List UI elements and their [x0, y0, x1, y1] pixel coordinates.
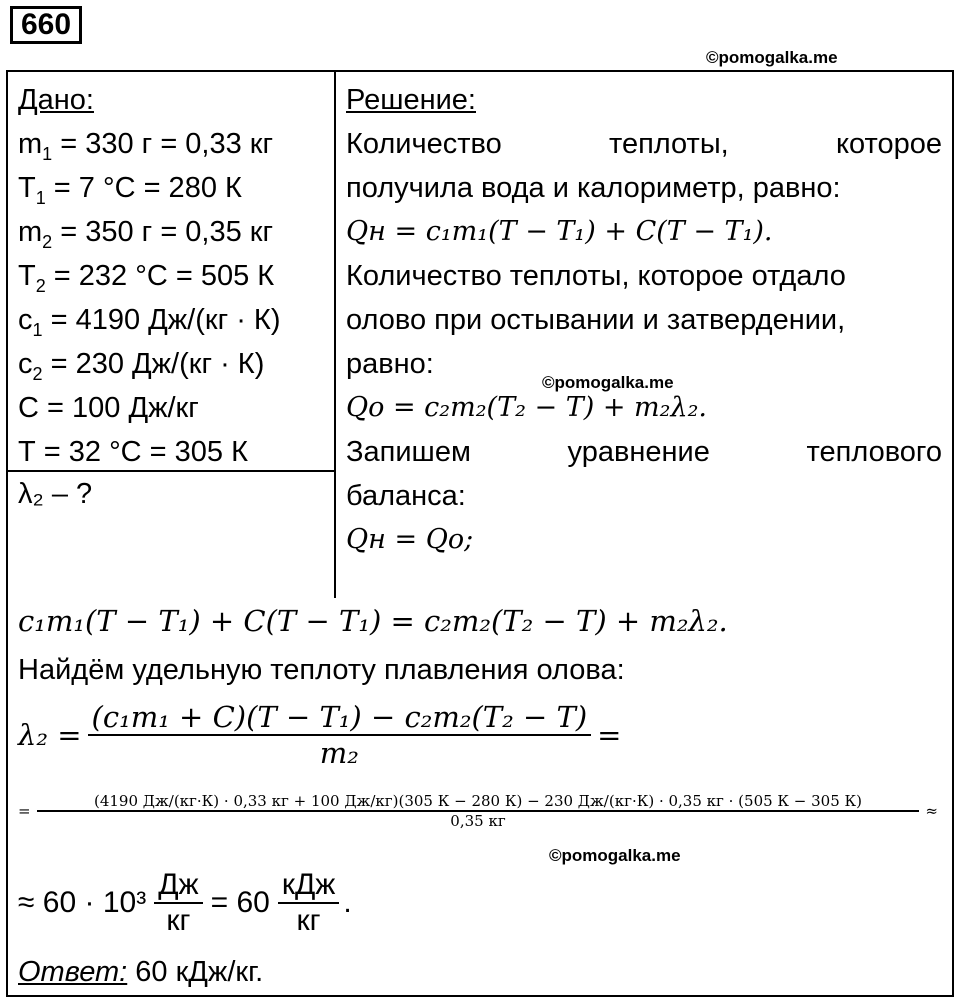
answer-line	[18, 956, 263, 989]
given-item: $m_1 = 330$ г = 0,33 кг	[18, 128, 274, 164]
given-title: Дано:	[18, 84, 94, 116]
substitution-formula: = (4190 Дж/(кг·К) · 0,33 кг + 100 Дж/кг)(305 К − 280 К) − 230 Дж/(кг·К) · 0,35 кг · (505 К − 305 К) 0,35 кг ≈	[18, 792, 938, 830]
solution-line-4: Количество теплоты, которое отдало	[346, 260, 846, 292]
equation-balance: Qн = Qо;	[346, 524, 474, 555]
given-item: $c_2 = 230$ Дж/(кг · К)	[18, 348, 265, 384]
given-item: $T_1 = 7$ °C = 280 К	[18, 172, 242, 208]
answer-value: 60 кДж/кг.	[127, 956, 264, 988]
watermark-middle: ©pomogalka.me	[542, 373, 674, 392]
solution-line-1: Количество теплоты, которое	[346, 128, 942, 160]
result-formula: ≈ 60 · 10³ $\frac{Дж}{кг}$ = 60 $\frac{\text{кДж}}{кг}$ .	[18, 868, 352, 937]
given-item: C = 100 Дж/кг	[18, 392, 199, 424]
lambda-formula: λ₂ = $\frac{\text{(c₁m₁ + C)(T − T₁) − c₂m₂(T₂ − T)}}{\text{m₂}}$ =	[18, 700, 622, 770]
equation-q-given: Qо = c₂m₂(T₂ − T) + m₂λ₂.	[346, 392, 707, 423]
given-item: $T_2 = 232$ °C = 505 К	[18, 260, 275, 296]
unit-fraction-2: $\frac{\text{кДж}}{кг}$	[278, 868, 340, 938]
given-block	[18, 78, 280, 474]
solution-block	[346, 78, 942, 562]
watermark-bottom: ©pomogalka.me	[549, 846, 681, 865]
solution-line-5: олово при остывании и затвердении,	[346, 304, 846, 336]
solution-line-8: Запишем уравнение теплового	[346, 436, 942, 468]
substitution-fraction: (4190 Дж/(кг·К) · 0,33 кг + 100 Дж/кг)(305 К − 280 К) − 230 Дж/(кг·К) · 0,35 кг · (505 К − 305 К) 0,35 кг	[37, 792, 920, 830]
solution-line-9: баланса:	[346, 480, 466, 512]
equation-q-received: Qн = c₁m₁(T − T₁) + C(T − T₁).	[346, 216, 773, 247]
given-item: $m_2 = 350$ г = 0,35 кг	[18, 216, 274, 252]
unit-fraction-1: $\frac{Дж}{кг}$	[154, 868, 202, 938]
solution-line-2: получила вода и калориметр, равно:	[346, 172, 841, 204]
problem-number: 660	[10, 6, 82, 44]
given-item: T = 32 °C = 305 К	[18, 436, 249, 468]
solution-title: Решение:	[346, 84, 476, 116]
find-quantity: λ₂ – ?	[18, 478, 93, 510]
divider-vertical	[334, 70, 336, 598]
solution-line-6: равно:	[346, 348, 434, 380]
given-item: $c_1 = 4190$ Дж/(кг · К)	[18, 304, 281, 340]
find-lambda-text: Найдём удельную теплоту плавления олова:	[18, 654, 625, 686]
lambda-fraction: $\frac{\text{(c₁m₁ + C)(T − T₁) − c₂m₂(T₂ − T)}}{\text{m₂}}$	[88, 700, 592, 770]
watermark: ©pomogalka.me	[706, 48, 838, 67]
answer-label: Ответ:	[18, 956, 128, 988]
equation-balance-full: c₁m₁(T − T₁) + C(T − T₁) = c₂m₂(T₂ − T) + m₂λ₂.	[18, 604, 728, 638]
